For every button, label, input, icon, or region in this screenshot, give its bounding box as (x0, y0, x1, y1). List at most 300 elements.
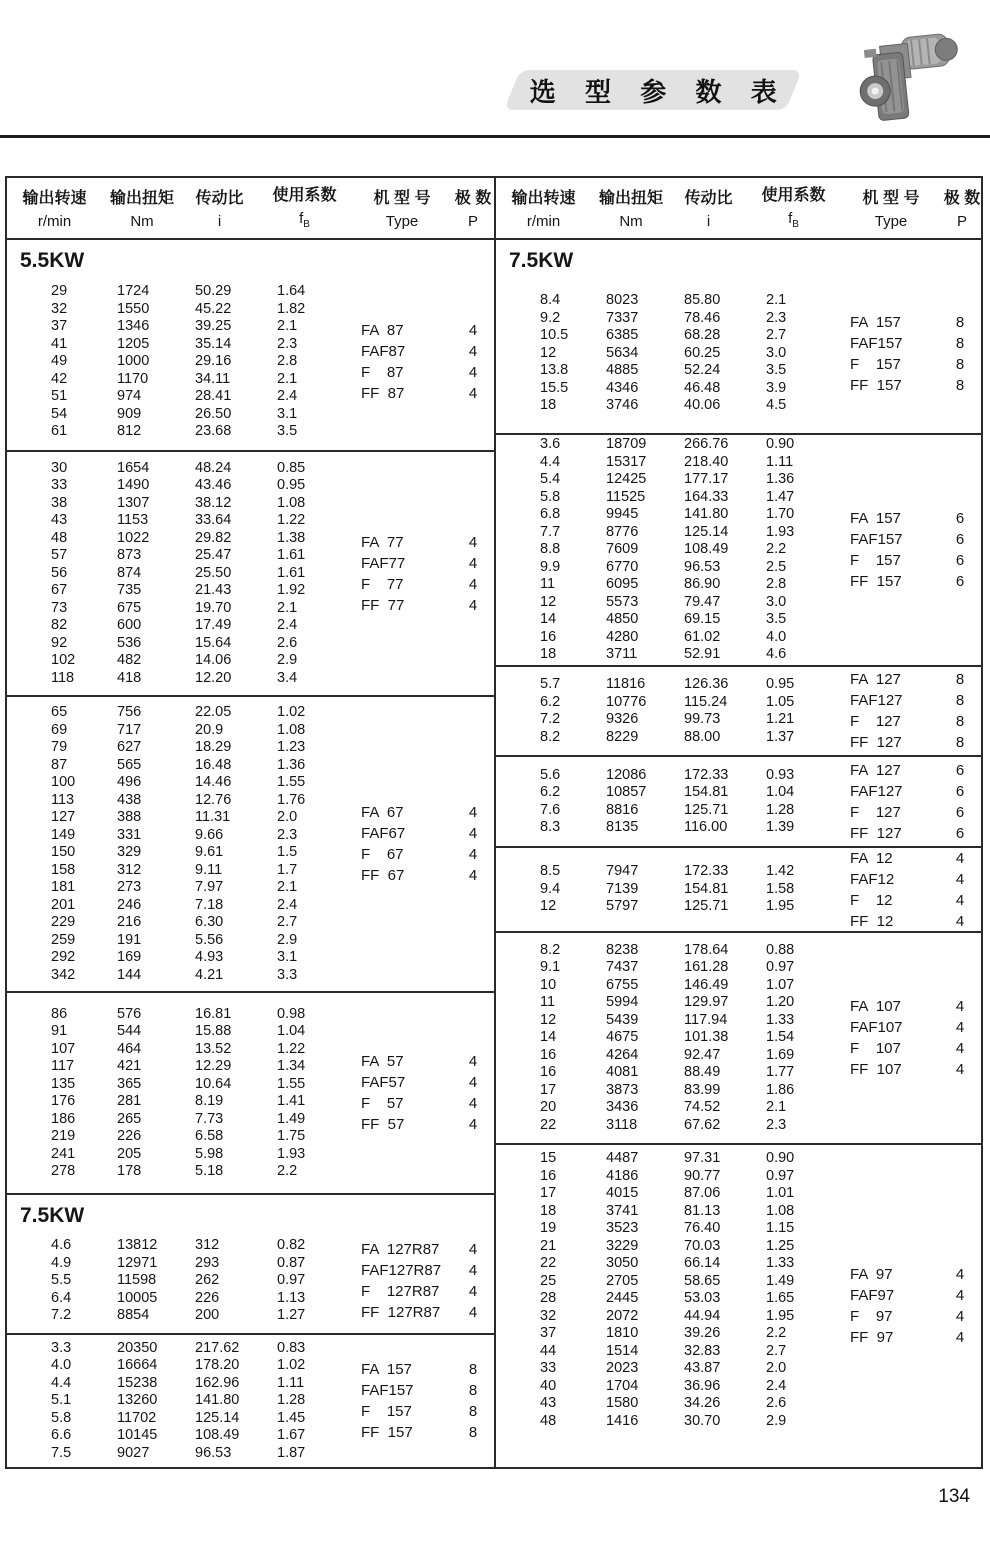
torque-cell: 2023 (606, 1360, 639, 1376)
table-row (540, 1220, 848, 1238)
factor-cell: 1.36 (766, 471, 795, 488)
type-row (850, 890, 975, 911)
speed-cell: 18 (540, 646, 557, 663)
table-row (51, 652, 359, 670)
poles-value: 6 (955, 552, 965, 569)
poles-value: 6 (955, 782, 965, 800)
type-row (361, 802, 488, 823)
section-group (496, 274, 981, 433)
factor-cell: 2.1 (277, 599, 298, 616)
factor-cell: 1.02 (277, 1357, 306, 1374)
table-row (540, 1012, 848, 1030)
table-row (51, 757, 359, 775)
torque-cell: 1022 (117, 529, 150, 546)
poles-value: 4 (468, 1053, 478, 1070)
speed-cell: 6.2 (540, 784, 561, 800)
torque-cell: 7437 (606, 959, 639, 976)
factor-cell: 1.87 (277, 1444, 306, 1461)
type-name: FF 127 (850, 734, 902, 751)
table-row (51, 1392, 359, 1410)
section-group (496, 757, 981, 846)
header-model-type: 机 型 号 Type (862, 189, 920, 230)
speed-cell: 12 (540, 593, 557, 610)
speed-cell: 41 (51, 335, 68, 352)
ratio-cell: 52.91 (684, 646, 721, 663)
type-row (850, 1285, 975, 1306)
table-row (51, 1255, 359, 1273)
table-row (51, 1427, 359, 1445)
type-name: F 107 (850, 1040, 901, 1057)
factor-cell: 1.75 (277, 1128, 306, 1144)
torque-cell: 675 (117, 599, 142, 616)
speed-cell: 28 (540, 1290, 557, 1306)
poles-value: 6 (955, 824, 965, 842)
poles-value: 4 (468, 343, 478, 360)
type-row (850, 529, 975, 550)
ratio-cell: 78.46 (684, 309, 721, 326)
table-row (51, 547, 359, 565)
header-poles: 极 数 P (454, 189, 492, 230)
speed-cell: 29 (51, 283, 68, 300)
factor-cell: 2.5 (766, 558, 787, 575)
ratio-cell: 9.61 (195, 844, 224, 860)
table-row (540, 1360, 848, 1378)
factor-cell: 1.55 (277, 1075, 306, 1092)
table-row (51, 600, 359, 618)
torque-cell: 812 (117, 423, 142, 440)
ratio-cell: 7.97 (195, 879, 224, 895)
factor-cell: 1.04 (766, 784, 795, 800)
type-row (361, 1380, 488, 1401)
right-sections (496, 240, 981, 1467)
type-name: FAF157 (850, 531, 903, 548)
factor-cell: 1.15 (766, 1220, 795, 1236)
ratio-cell: 12.29 (195, 1058, 232, 1074)
torque-cell: 544 (117, 1023, 142, 1039)
type-name: FF 107 (850, 1061, 902, 1078)
torque-cell: 2445 (606, 1290, 639, 1306)
speed-cell: 5.8 (51, 1409, 72, 1426)
torque-cell: 15238 (117, 1374, 158, 1391)
table-row (540, 898, 848, 916)
ratio-cell: 161.28 (684, 959, 729, 976)
torque-cell: 8816 (606, 801, 639, 818)
table-row (540, 524, 848, 542)
speed-cell: 44 (540, 1342, 557, 1359)
factor-cell: 3.3 (277, 966, 298, 983)
table-row (51, 1340, 359, 1358)
factor-cell: 1.92 (277, 582, 306, 599)
types-block (359, 697, 494, 991)
factor-cell: 2.4 (766, 1377, 787, 1394)
torque-cell: 1704 (606, 1377, 639, 1394)
speed-cell: 5.1 (51, 1392, 72, 1409)
factor-cell: 2.4 (277, 388, 298, 405)
ratio-cell: 83.99 (684, 1081, 721, 1098)
poles-value: 4 (468, 825, 478, 842)
factor-cell: 1.70 (766, 506, 795, 523)
torque-cell: 281 (117, 1093, 142, 1109)
table-row (51, 739, 359, 757)
torque-cell: 191 (117, 931, 142, 948)
speed-cell: 6.6 (51, 1427, 72, 1444)
poles-value: 8 (955, 313, 965, 331)
type-name: FA 127 (850, 671, 901, 688)
left-table-column (7, 178, 494, 1467)
ratio-cell: 70.03 (684, 1237, 721, 1254)
table-row (51, 1041, 359, 1059)
table-row (540, 489, 848, 507)
ratio-cell: 126.36 (684, 676, 729, 692)
speed-cell: 86 (51, 1005, 68, 1022)
speed-cell: 33 (51, 477, 68, 494)
ratio-cell: 67.62 (684, 1116, 721, 1133)
torque-cell: 273 (117, 879, 142, 895)
torque-cell: 4346 (606, 379, 639, 396)
table-section (7, 697, 494, 993)
speed-cell: 73 (51, 599, 68, 616)
table-row (540, 802, 848, 820)
speed-cell: 8.8 (540, 541, 561, 558)
poles-value: 4 (955, 870, 965, 888)
types-block (848, 435, 981, 665)
rows-block (7, 1229, 359, 1333)
table-row (540, 310, 848, 328)
rows-block (496, 757, 848, 846)
factor-cell: 2.3 (277, 826, 298, 843)
speed-cell: 20 (540, 1099, 557, 1116)
type-name: F 157 (850, 552, 901, 569)
table-row (540, 977, 848, 995)
torque-cell: 178 (117, 1163, 142, 1179)
table-row (540, 819, 848, 837)
table-row (51, 1410, 359, 1428)
speed-cell: 5.6 (540, 766, 561, 783)
section-group (496, 435, 981, 665)
table-row (540, 1082, 848, 1100)
poles-value: 4 (955, 1061, 965, 1078)
table-row (51, 635, 359, 653)
speed-cell: 292 (51, 949, 76, 965)
table-row (540, 1185, 848, 1203)
factor-cell: 2.4 (277, 896, 298, 913)
factor-cell: 2.8 (766, 576, 787, 593)
factor-cell: 1.5 (277, 844, 298, 860)
type-name: FF 67 (361, 867, 405, 884)
ratio-cell: 154.81 (684, 880, 729, 897)
section-group (496, 1145, 981, 1467)
factor-cell: 4.6 (766, 646, 787, 663)
type-row (361, 1422, 488, 1443)
table-row (540, 1308, 848, 1326)
ratio-cell: 262 (195, 1272, 220, 1289)
ratio-cell: 172.33 (684, 766, 729, 783)
factor-cell: 0.97 (277, 1272, 306, 1289)
ratio-cell: 16.81 (195, 1005, 232, 1022)
type-row (850, 802, 975, 823)
ratio-cell: 5.18 (195, 1163, 224, 1179)
poles-value: 6 (955, 803, 965, 821)
table-row (540, 397, 848, 415)
speed-cell: 5.7 (540, 676, 561, 692)
torque-cell: 5439 (606, 1011, 639, 1028)
section-group (496, 667, 981, 755)
speed-cell: 37 (51, 318, 68, 335)
factor-cell: 3.4 (277, 669, 298, 686)
type-name: FA 77 (361, 533, 404, 551)
ratio-cell: 15.88 (195, 1023, 232, 1039)
type-row (361, 844, 488, 865)
speed-cell: 61 (51, 423, 68, 440)
table-row (51, 495, 359, 513)
ratio-cell: 116.00 (684, 819, 728, 835)
type-row (361, 1302, 488, 1323)
page-number: 134 (938, 1486, 970, 1507)
factor-cell: 1.01 (766, 1185, 795, 1201)
table-section (7, 452, 494, 697)
factor-cell: 3.5 (277, 423, 298, 440)
speed-cell: 229 (51, 914, 76, 930)
ratio-cell: 10.64 (195, 1075, 232, 1092)
table-section (496, 933, 981, 1145)
factor-cell: 2.0 (277, 809, 298, 825)
torque-cell: 4675 (606, 1029, 639, 1046)
factor-cell: 1.08 (277, 721, 306, 738)
poles-value: 4 (955, 998, 965, 1015)
poles-value: 8 (468, 1382, 478, 1399)
types-block (848, 757, 981, 846)
types-block (359, 274, 494, 450)
speed-cell: 6.4 (51, 1289, 72, 1306)
torque-cell: 1580 (606, 1395, 639, 1411)
poles-value: 6 (955, 761, 965, 779)
type-name: FF 157 (361, 1424, 413, 1441)
ratio-cell: 15.64 (195, 634, 232, 651)
speed-cell: 259 (51, 931, 76, 948)
torque-cell: 1550 (117, 300, 150, 317)
factor-cell: 1.58 (766, 880, 795, 897)
type-row (850, 375, 975, 396)
torque-cell: 8776 (606, 523, 639, 540)
table-row (540, 1150, 848, 1168)
torque-cell: 15317 (606, 453, 647, 470)
torque-cell: 418 (117, 669, 142, 686)
ratio-cell: 69.15 (684, 611, 721, 628)
speed-cell: 17 (540, 1081, 557, 1098)
ratio-cell: 46.48 (684, 379, 721, 396)
type-row (850, 669, 975, 690)
table-row (51, 879, 359, 897)
factor-cell: 2.7 (277, 914, 298, 930)
ratio-cell: 60.25 (684, 344, 721, 361)
factor-cell: 2.7 (766, 327, 787, 344)
speed-cell: 56 (51, 564, 68, 581)
table-section (7, 1195, 494, 1335)
factor-cell: 2.6 (277, 634, 298, 651)
section-group (7, 1335, 494, 1467)
table-row (51, 827, 359, 845)
table-section (7, 240, 494, 452)
torque-cell: 536 (117, 634, 142, 651)
torque-cell: 20350 (117, 1339, 158, 1356)
type-row (850, 1327, 975, 1348)
factor-cell: 3.0 (766, 344, 787, 361)
torque-cell: 6385 (606, 327, 639, 344)
torque-cell: 8854 (117, 1307, 150, 1324)
table-row (51, 1375, 359, 1393)
factor-cell: 1.07 (766, 976, 795, 993)
types-block (848, 274, 981, 433)
speed-cell: 18 (540, 397, 557, 414)
factor-cell: 1.02 (277, 704, 306, 720)
table-section (496, 240, 981, 435)
type-name: FAF157 (850, 334, 903, 352)
torque-cell: 873 (117, 547, 142, 564)
speed-cell: 107 (51, 1040, 76, 1057)
torque-cell: 1724 (117, 283, 150, 300)
speed-cell: 37 (540, 1325, 557, 1341)
factor-cell: 1.23 (277, 739, 306, 755)
speed-cell: 149 (51, 826, 76, 843)
torque-cell: 1416 (606, 1412, 639, 1429)
torque-cell: 11525 (606, 488, 646, 505)
table-row (540, 471, 848, 489)
type-row (850, 911, 975, 932)
poles-value: 4 (468, 385, 478, 402)
type-name: FA 157 (850, 313, 901, 331)
torque-cell: 627 (117, 739, 142, 755)
type-row (361, 1401, 488, 1422)
torque-cell: 10005 (117, 1289, 158, 1306)
torque-cell: 5797 (606, 898, 639, 915)
table-row (540, 1255, 848, 1273)
ratio-cell: 48.24 (195, 459, 232, 476)
ratio-cell: 141.80 (195, 1392, 240, 1409)
poles-value: 4 (955, 1329, 965, 1346)
torque-cell: 496 (117, 774, 142, 790)
factor-cell: 1.82 (277, 300, 306, 317)
speed-cell: 5.4 (540, 471, 561, 488)
torque-cell: 482 (117, 652, 142, 669)
speed-cell: 16 (540, 1064, 557, 1081)
type-row (850, 869, 975, 890)
type-name: F 157 (850, 355, 901, 373)
speed-cell: 278 (51, 1163, 76, 1179)
ratio-cell: 58.65 (684, 1272, 721, 1289)
speed-cell: 135 (51, 1075, 76, 1092)
table-row (51, 1111, 359, 1129)
speed-cell: 19 (540, 1220, 557, 1236)
speed-cell: 12 (540, 1011, 557, 1028)
header-service-factor: 使用系数 $f_B$ (761, 186, 826, 230)
poles-value: 4 (468, 1241, 478, 1258)
torque-cell: 1514 (606, 1342, 639, 1359)
speed-cell: 32 (51, 300, 68, 317)
type-name: FF 157 (850, 573, 902, 590)
factor-cell: 2.2 (277, 1163, 298, 1179)
poles-value: 4 (468, 322, 478, 339)
factor-cell: 0.83 (277, 1339, 306, 1356)
factor-cell: 3.0 (766, 593, 787, 610)
table-row (540, 292, 848, 310)
factor-cell: 1.22 (277, 1040, 306, 1057)
ratio-cell: 164.33 (684, 488, 729, 505)
poles-value: 4 (468, 554, 478, 572)
table-row (51, 914, 359, 932)
table-row (540, 729, 848, 747)
table-row (51, 1237, 359, 1255)
speed-cell: 100 (51, 774, 76, 790)
speed-cell: 51 (51, 388, 68, 405)
type-name: FAF12 (850, 870, 895, 888)
ratio-cell: 19.70 (195, 599, 232, 616)
type-row (850, 571, 975, 592)
type-row (361, 1114, 488, 1135)
ratio-cell: 97.31 (684, 1150, 721, 1166)
header-output-torque: 输出扭矩 Nm (598, 189, 663, 230)
factor-cell: 1.11 (766, 453, 794, 470)
table-row (540, 994, 848, 1012)
rows-block (7, 1335, 359, 1467)
factor-cell: 2.1 (277, 370, 298, 387)
torque-cell: 4850 (606, 611, 639, 628)
factor-cell: 2.3 (766, 1116, 787, 1133)
ratio-cell: 44.94 (684, 1307, 721, 1324)
poles-value: 6 (955, 531, 965, 548)
torque-cell: 4264 (606, 1046, 639, 1063)
torque-cell: 246 (117, 896, 142, 913)
ratio-cell: 29.16 (195, 353, 232, 370)
table-row (51, 512, 359, 530)
poles-value: 8 (955, 713, 965, 730)
torque-cell: 4885 (606, 362, 639, 379)
table-row (540, 541, 848, 559)
factor-cell: 1.05 (766, 693, 795, 710)
factor-cell: 2.1 (277, 318, 298, 335)
type-name: FF 127R87 (361, 1304, 441, 1321)
type-row (361, 1093, 488, 1114)
torque-cell: 1654 (117, 459, 150, 476)
ratio-cell: 36.96 (684, 1377, 721, 1394)
type-name: FF 77 (361, 596, 405, 614)
speed-cell: 15.5 (540, 379, 569, 396)
factor-cell: 2.1 (766, 1099, 787, 1116)
torque-cell: 1000 (117, 353, 150, 370)
poles-value: 8 (955, 734, 965, 751)
torque-cell: 7337 (606, 309, 639, 326)
table-row (51, 1357, 359, 1375)
type-row (850, 312, 975, 333)
torque-cell: 6095 (606, 576, 639, 593)
table-row (540, 1203, 848, 1221)
section-group (7, 274, 494, 450)
table-row (540, 1395, 848, 1413)
ratio-cell: 8.19 (195, 1093, 224, 1109)
type-name: FF 157 (850, 376, 902, 394)
poles-value: 4 (468, 804, 478, 821)
poles-value: 4 (955, 849, 965, 867)
speed-cell: 4.0 (51, 1357, 72, 1374)
ratio-cell: 40.06 (684, 397, 721, 414)
factor-cell: 0.88 (766, 941, 795, 958)
ratio-cell: 11.31 (195, 809, 231, 825)
type-name: F 12 (850, 891, 893, 909)
ratio-cell: 96.53 (195, 1444, 232, 1461)
factor-cell: 2.9 (277, 931, 298, 948)
speed-cell: 38 (51, 494, 68, 511)
factor-cell: 1.45 (277, 1409, 306, 1426)
factor-cell: 0.95 (766, 676, 795, 692)
